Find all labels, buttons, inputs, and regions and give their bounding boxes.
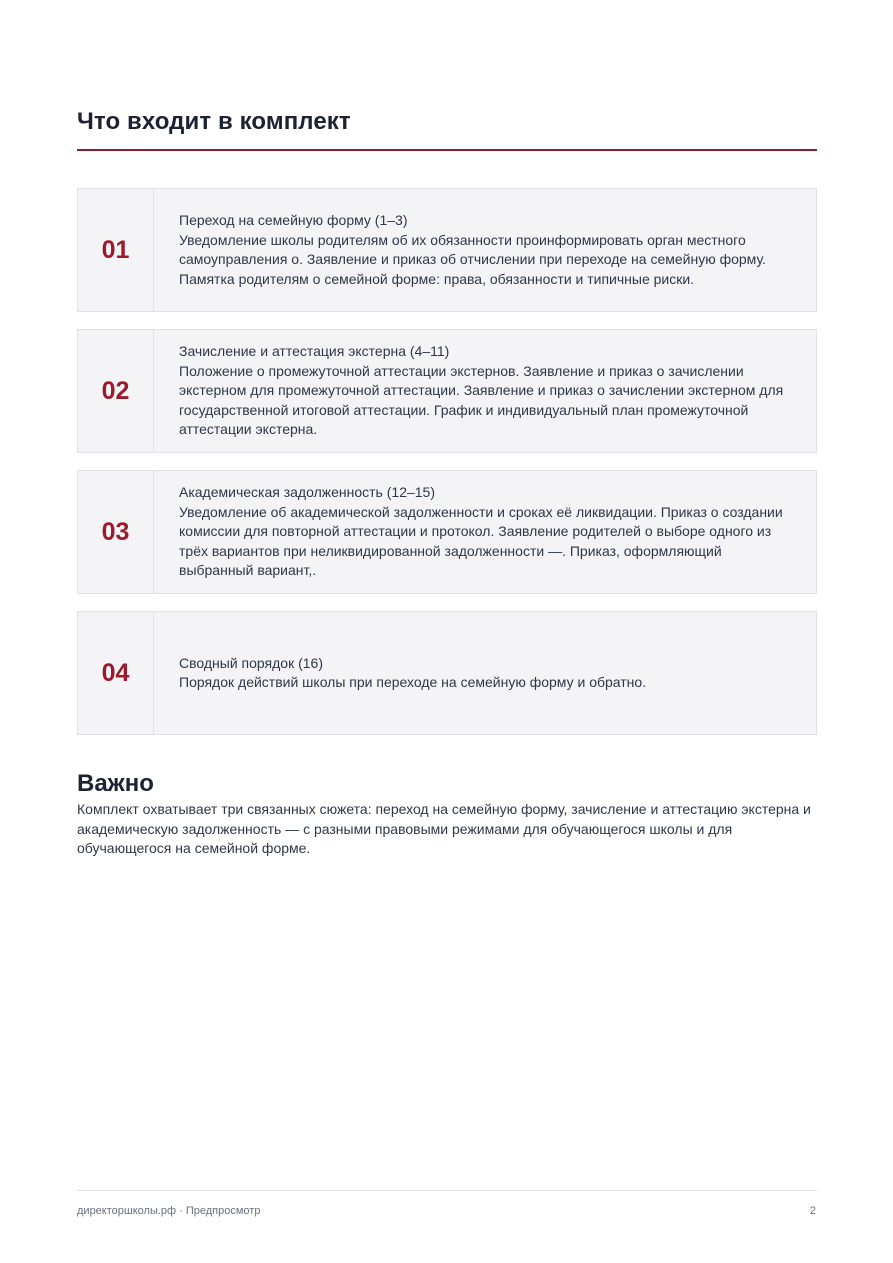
- kit-item-title: Переход на семейную форму (1–3): [179, 212, 408, 228]
- kit-item-title: Сводный порядок (16): [179, 654, 323, 671]
- kit-item-card: [77, 329, 817, 453]
- kit-item-description: Порядок действий школы при переходе на семейную форму и обратно.: [179, 674, 647, 690]
- kit-item-card: [77, 188, 817, 312]
- page-number: 2: [809, 1205, 816, 1217]
- kit-item-description: Уведомление школы родителям об их обязанности проинформировать орган местного самоуправления о. Заявление и приказ об отчислении при переходе на семейную форму. Памятка родителям о семейной форме: права, обязанности и типичные риски.: [179, 231, 766, 287]
- important-section: [77, 768, 822, 859]
- kit-contents-list: [77, 188, 817, 752]
- kit-item-card: [77, 611, 817, 735]
- kit-item-title: Зачисление и аттестация экстерна (4–11): [179, 343, 450, 360]
- footer-source: директоршколы.рф · Предпросмотр: [77, 1205, 261, 1217]
- kit-item-card: [77, 470, 817, 594]
- title-divider: [77, 149, 817, 151]
- kit-item-body: [154, 330, 816, 452]
- important-heading: Важно: [77, 770, 154, 797]
- kit-item-body: [154, 471, 816, 593]
- important-text: Комплект охватывает три связанных сюжета: переход на семейную форму, зачисление и аттестацию экстерна и академическую задолженность — с разными правовыми режимами для обучающегося школы и для обучающегося на семейной форме.: [77, 801, 811, 856]
- page-title: Что входит в комплект: [77, 108, 351, 135]
- kit-item-number: 04: [78, 612, 154, 734]
- kit-item-body: [154, 612, 816, 734]
- kit-item-number: 03: [78, 471, 154, 593]
- kit-item-description: Положение о промежуточной аттестации экстернов. Заявление и приказ о зачислении экстерном для промежуточной аттестации. Заявление и приказ о зачислении экстерном для государственной итоговой аттестации. График и индивидуальный план промежуточной аттестации экстерна.: [179, 362, 784, 438]
- kit-item-number: 02: [78, 330, 154, 452]
- footer-divider: [77, 1190, 817, 1191]
- kit-item-body: [154, 189, 816, 311]
- kit-item-title: Академическая задолженность (12–15): [179, 484, 435, 501]
- kit-item-number: 01: [78, 189, 154, 311]
- kit-item-description: Уведомление об академической задолженности и сроках её ликвидации. Приказ о создании комиссии для повторной аттестации и протокол. Заявление родителей о выборе одного из трёх вариантов при неликвидированной задолженности —. Приказ, оформляющий выбранный вариант,.: [179, 503, 783, 579]
